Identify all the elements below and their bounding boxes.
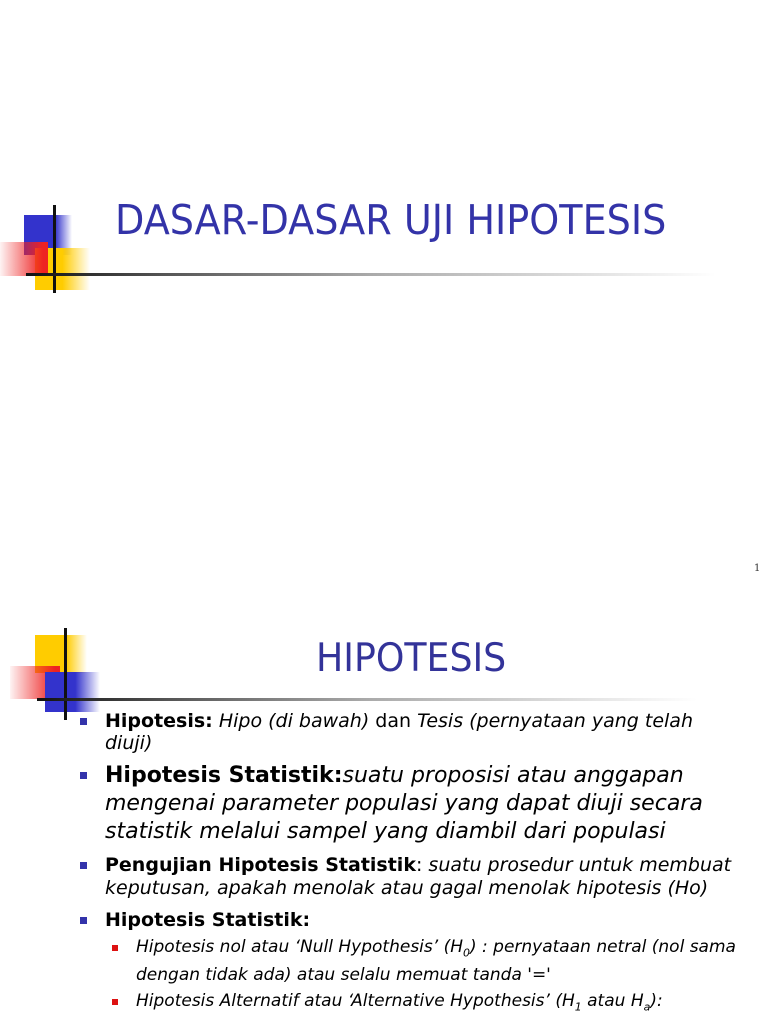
bullet-term: Hipotesis: xyxy=(105,710,213,732)
square-bullet-icon xyxy=(80,772,87,779)
bullet-term: Hipotesis Statistik: xyxy=(105,763,343,788)
page-number: 1 xyxy=(754,563,761,574)
bullet-item xyxy=(76,908,746,1019)
bullet-colon: : xyxy=(415,854,429,876)
sub-text: Hipotesis nol atau ‘Null Hypothesis’ (H xyxy=(136,937,463,957)
bullet-definition: suatu prosedur untuk membuat keputusan, apakah menolak atau gagal menolak hipotesis (Ho) xyxy=(105,854,732,899)
bullet-connector: dan xyxy=(369,710,418,732)
sub-text: Hipotesis Alternatif atau ‘Alternative Hypothesis’ (H xyxy=(136,991,575,1012)
blue-square xyxy=(45,672,100,712)
bullet-term: Pengujian Hipotesis Statistik xyxy=(105,854,416,876)
bullet-part: Hipo (di bawah) xyxy=(218,710,370,732)
sub-bullet-list xyxy=(105,936,746,1019)
title-underline xyxy=(26,273,716,276)
bullet-list xyxy=(76,710,746,1025)
bullet-item xyxy=(76,762,746,846)
vertical-line xyxy=(53,205,56,293)
sub-bullet-item xyxy=(105,990,746,1018)
slide-decoration xyxy=(0,626,110,721)
bullet-part: Tesis (pernyataan yang telah diuji) xyxy=(105,710,693,754)
bullet-term: Hipotesis Statistik: xyxy=(105,909,311,931)
bullet-item xyxy=(76,854,746,900)
bullet-definition: suatu proposisi atau anggapan mengenai parameter populasi yang dapat diuji secara statistik melalui sampel yang diambil dari populasi xyxy=(105,763,703,844)
sub-text: atau H xyxy=(581,991,644,1012)
subscript: 1 xyxy=(574,1000,582,1014)
red-square-bullet-icon xyxy=(112,999,118,1005)
sub-bullet-item xyxy=(105,936,746,987)
square-bullet-icon xyxy=(80,862,87,869)
subscript: 0 xyxy=(462,946,470,960)
bullet-item xyxy=(76,710,746,754)
slide-decoration xyxy=(0,200,110,295)
sub-text: ) : pernyataan netral (nol sama dengan tidak ada) atau selalu memuat tanda '=' xyxy=(136,937,736,986)
vertical-line xyxy=(64,628,67,720)
sub-text: ): xyxy=(650,991,663,1012)
slide-title: HIPOTESIS xyxy=(316,636,507,681)
square-bullet-icon xyxy=(80,917,87,924)
red-square xyxy=(0,242,48,276)
red-square-bullet-icon xyxy=(112,945,118,951)
title-underline xyxy=(37,698,697,701)
slide-title: DASAR-DASAR UJI HIPOTESIS xyxy=(115,196,667,244)
slide-2 xyxy=(0,596,768,1024)
subscript: a xyxy=(643,1000,651,1014)
square-bullet-icon xyxy=(80,718,87,725)
